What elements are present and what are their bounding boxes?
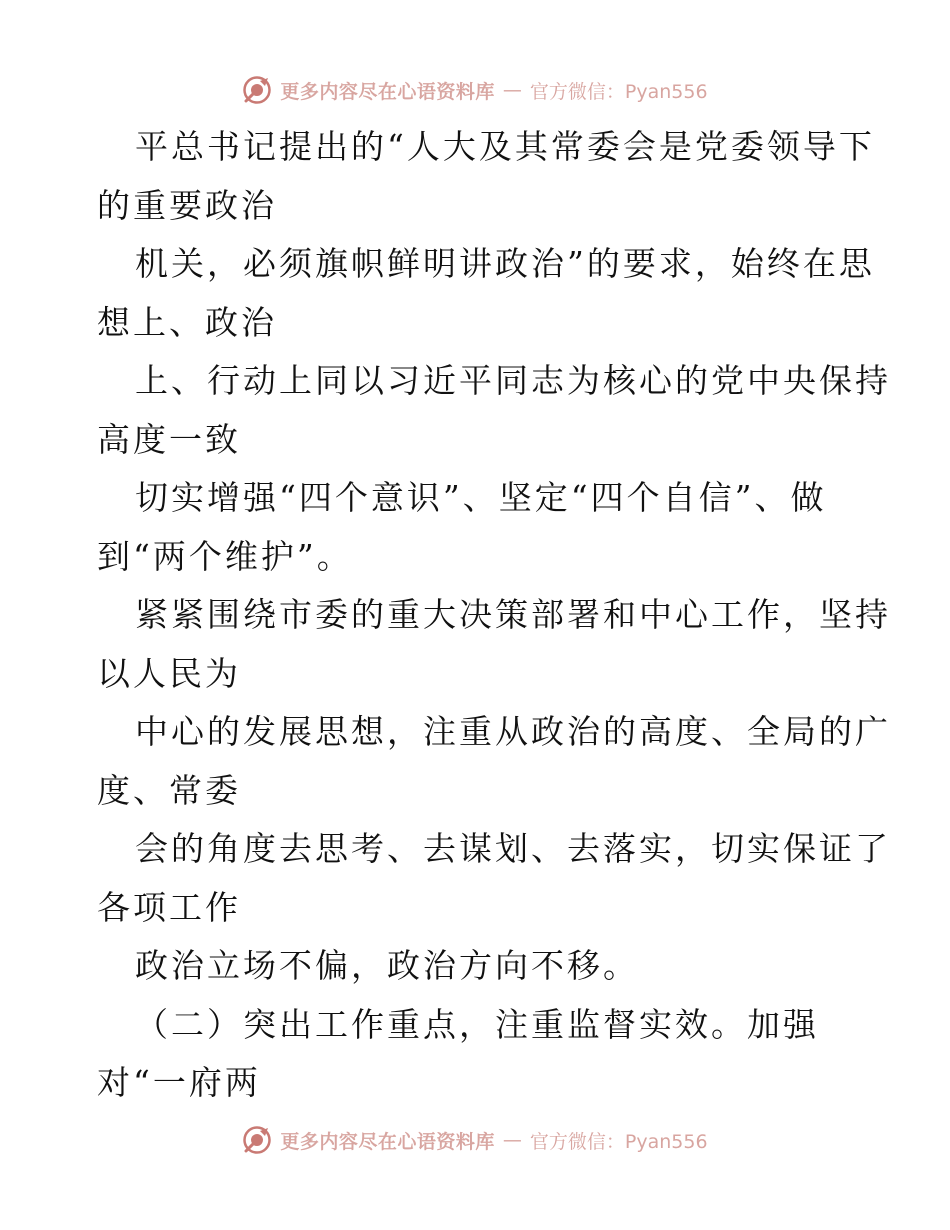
text-line: （二）突出工作重点，注重监督实效。加强 xyxy=(135,1004,819,1044)
text-line: 中心的发展思想，注重从政治的高度、全局的广 xyxy=(135,712,891,751)
banner-sub-text: 官方微信：Pyan556 xyxy=(529,80,708,103)
banner-sub-text: 官方微信：Pyan556 xyxy=(529,1130,708,1153)
logo-icon xyxy=(242,1125,272,1155)
header-watermark-banner xyxy=(0,70,950,110)
text-line: 上、行动上同以习近平同志为核心的党中央保持 xyxy=(135,361,891,400)
document-body xyxy=(97,118,891,1113)
banner-main-text: 更多内容尽在心语资料库 xyxy=(280,80,495,103)
banner-main-text: 更多内容尽在心语资料库 xyxy=(280,1130,495,1153)
text-line: 以人民为 xyxy=(97,653,241,693)
text-line: 对“一府两 xyxy=(97,1063,261,1102)
footer-watermark-banner xyxy=(0,1120,950,1160)
text-line: 各项工作 xyxy=(97,887,241,927)
banner-dash: — xyxy=(502,1129,522,1151)
text-line: 的重要政治 xyxy=(97,185,277,225)
text-line: 会的角度去思考、去谋划、去落实，切实保证了 xyxy=(135,829,891,868)
text-line: 高度一致 xyxy=(97,419,241,459)
text-line: 紧紧围绕市委的重大决策部署和中心工作，坚持 xyxy=(135,595,891,634)
text-line: 想上、政治 xyxy=(97,302,277,342)
logo-icon xyxy=(242,75,272,105)
text-line: 政治立场不偏，政治方向不移。 xyxy=(135,946,639,985)
text-line: 切实增强“四个意识”、坚定“四个自信”、做 xyxy=(135,478,827,517)
banner-dash: — xyxy=(502,79,522,101)
text-line: 到“两个维护”。 xyxy=(97,536,353,576)
text-line: 平总书记提出的“人大及其常委会是党委领导下 xyxy=(135,127,875,166)
text-line: 度、常委 xyxy=(97,770,241,810)
text-line: 机关，必须旗帜鲜明讲政治”的要求，始终在思 xyxy=(135,244,875,283)
